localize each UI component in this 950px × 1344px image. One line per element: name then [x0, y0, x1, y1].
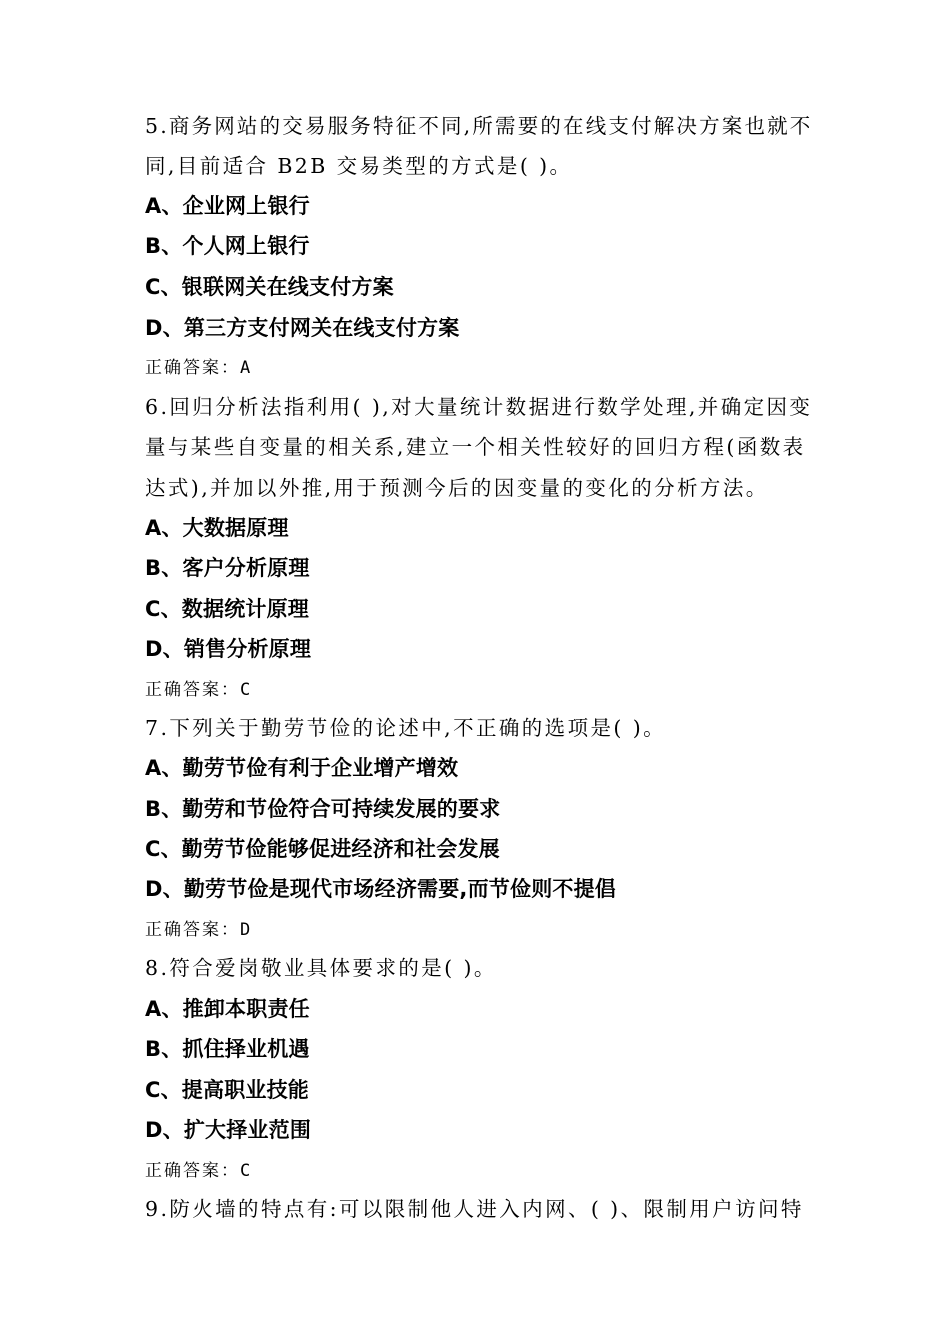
question-6-answer: 正确答案：C [145, 680, 253, 700]
question-8-stem-line-1: 8.符合爱岗敬业具体要求的是( )。 [145, 956, 497, 980]
question-5-option-c: C、银联网关在线支付方案 [145, 275, 394, 299]
question-5-answer: 正确答案：A [145, 358, 253, 378]
question-8-option-d: D、扩大择业范围 [145, 1118, 312, 1142]
question-5-option-b: B、个人网上银行 [145, 234, 310, 258]
question-5-stem-line-1: 5.商务网站的交易服务特征不同,所需要的在线支付解决方案也就不 [145, 114, 813, 138]
question-6-option-c: C、数据统计原理 [145, 597, 310, 621]
question-6-stem-line-1: 6.回归分析法指利用( ),对大量统计数据进行数学处理,并确定因变 [145, 395, 813, 419]
question-6-stem-line-2: 量与某些自变量的相关系,建立一个相关性较好的回归方程(函数表 [145, 435, 806, 459]
question-8-option-c: C、提高职业技能 [145, 1078, 310, 1102]
question-5-stem-line-2: 同,目前适合 B2B 交易类型的方式是( )。 [145, 154, 573, 178]
question-8-answer: 正确答案：C [145, 1161, 253, 1181]
question-5-option-a: A、企业网上银行 [145, 194, 310, 218]
question-7-option-a: A、勤劳节俭有利于企业增产增效 [145, 756, 459, 780]
question-8-option-a: A、推卸本职责任 [145, 997, 310, 1021]
question-7-option-b: B、勤劳和节俭符合可持续发展的要求 [145, 797, 501, 821]
question-7-option-d: D、勤劳节俭是现代市场经济需要,而节俭则不提倡 [145, 877, 617, 901]
question-6-option-d: D、销售分析原理 [145, 637, 312, 661]
question-9-stem-line-1: 9.防火墙的特点有:可以限制他人进入内网、( )、限制用户访问特 [145, 1197, 804, 1221]
question-6-option-a: A、大数据原理 [145, 516, 289, 540]
question-7-option-c: C、勤劳节俭能够促进经济和社会发展 [145, 837, 500, 861]
question-6-option-b: B、客户分析原理 [145, 556, 310, 580]
question-5-option-d: D、第三方支付网关在线支付方案 [145, 316, 460, 340]
question-7-stem-line-1: 7.下列关于勤劳节俭的论述中,不正确的选项是( )。 [145, 716, 666, 740]
question-6-stem-line-3: 达式),并加以外推,用于预测今后的因变量的变化的分析方法。 [145, 476, 769, 500]
question-7-answer: 正确答案：D [145, 920, 253, 940]
question-8-option-b: B、抓住择业机遇 [145, 1037, 310, 1061]
